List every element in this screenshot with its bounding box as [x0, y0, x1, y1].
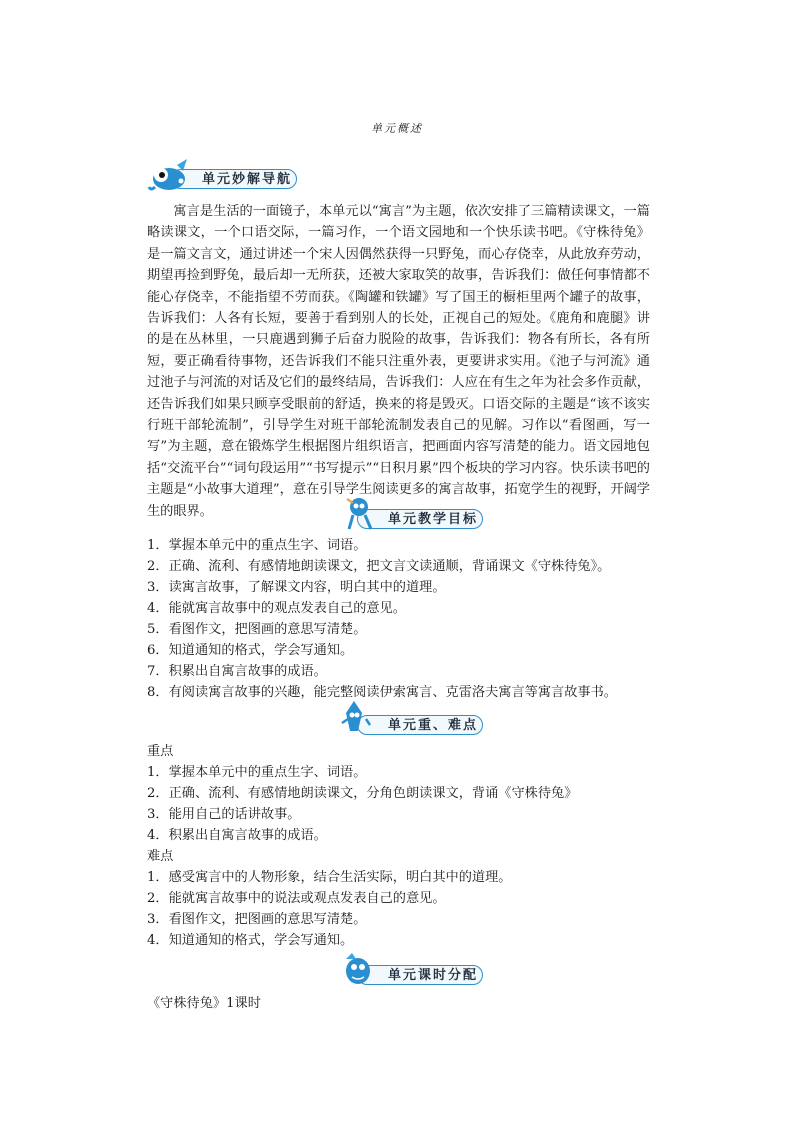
list-item: 5．看图作文，把图画的意思写清楚。 [147, 622, 367, 637]
schedule-banner-label: 单元课时分配 [357, 965, 483, 985]
list-item: 1．感受寓言中的人物形象，结合生活实际，明白其中的道理。 [147, 870, 512, 885]
page-title: 单元概述 [371, 122, 423, 135]
list-item: 4．能就寓言故事中的观点发表自己的意见。 [147, 601, 406, 616]
key-points-label: 重点 [147, 744, 174, 759]
list-item: 2．能就寓言故事中的说法或观点发表自己的意见。 [147, 891, 446, 906]
list-item: 1．掌握本单元中的重点生字、词语。 [147, 538, 367, 553]
goals-banner-label: 单元教学目标 [357, 509, 483, 529]
list-item: 3．看图作文，把图画的意思写清楚。 [147, 912, 367, 927]
list-item: 8．有阅读寓言故事的兴趣，能完整阅读伊索寓言、克雷洛夫寓言等寓言故事书。 [147, 685, 617, 700]
difficult-points-list [147, 867, 511, 951]
list-item: 7．积累出自寓言故事的成语。 [147, 664, 327, 679]
list-item: 3．读寓言故事，了解课文内容，明白其中的道理。 [147, 580, 446, 595]
goals-list [147, 535, 617, 703]
overview-banner [147, 165, 297, 189]
list-item: 4．知道通知的格式，学会写通知。 [147, 933, 354, 948]
schedule-line: 《守株待兔》1课时 [147, 996, 261, 1011]
cartoon-mascot-icon [147, 157, 193, 197]
list-item: 1．掌握本单元中的重点生字、词语。 [147, 765, 367, 780]
cartoon-mascot-icon [343, 495, 377, 535]
goals-banner [343, 505, 483, 529]
list-item: 6．知道通知的格式，学会写通知。 [147, 643, 354, 658]
key-points-banner-label: 单元重、难点 [357, 715, 483, 735]
overview-banner-label: 单元妙解导航 [171, 169, 297, 189]
cartoon-mascot-icon [340, 951, 376, 991]
difficult-points-label: 难点 [147, 849, 174, 864]
list-item: 4．积累出自寓言故事的成语。 [147, 828, 327, 843]
key-points-list [147, 762, 577, 846]
key-points-banner [338, 711, 483, 735]
cartoon-mascot-icon [338, 699, 372, 741]
schedule-banner [340, 961, 483, 985]
list-item: 3．能用自己的话讲故事。 [147, 807, 301, 822]
overview-paragraph: 寓言是生活的一面镜子，本单元以“寓言”为主题，依次安排了三篇精读课文，一篇略读课文，一个口语交际，一篇习作，一个语文园地和一个快乐读书吧。《守株待兔》是一篇文言文，通过讲述一个宋人因偶然获得一只野兔，而心存侥幸，从此放弃劳动，期望再捡到野兔，最后却一无所获，还被大家取笑的故事，告诉我们：做任何事情都不能心存侥幸，不能指望不劳而获。《陶罐和铁罐》写了国王的橱柜里两个罐子的故事，告诉我们：人各有长短，要善于看到别人的长处，正视自己的短处。《鹿角和鹿腿》讲的是在丛林里，一只鹿遇到狮子后奋力脱险的故事，告诉我们：物各有所长，各有所短，要正确看待事物，还告诉我们不能只注重外表，更要讲求实用。《池子与河流》通过池子与河流的对话及它们的最终结局，告诉我们：人应在有生之年为社会多作贡献，还告诉我们如果只顾享受眼前的舒适，换来的将是毁灭。口语交际的主题是“该不该实行班干部轮流制”，引导学生对班干部轮流制发表自己的见解。习作以“看图画，写一写”为主题，意在锻炼学生根据图片组织语言，把画面内容写清楚的能力。语文园地包括“交流平台”“词句段运用”“书写提示”“日积月累”四个板块的学习内容。快乐读书吧的主题是“小故事大道理”，意在引导学生阅读更多的寓言故事，拓宽学生的视野，开阔学生的眼界。 [147, 204, 650, 519]
list-item: 2．正确、流利、有感情地朗读课文，分角色朗读课文，背诵《守株待兔》 [147, 786, 578, 801]
list-item: 2．正确、流利、有感情地朗读课文，把文言文读通顺，背诵课文《守株待兔》。 [147, 559, 611, 574]
